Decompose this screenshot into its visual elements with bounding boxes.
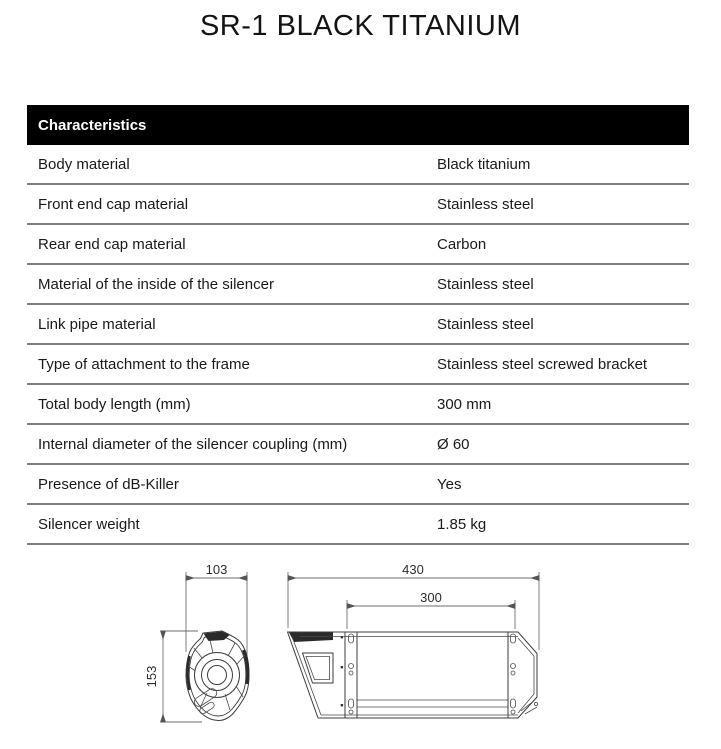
row-value: Carbon (437, 235, 487, 253)
front-view-spokes (188, 640, 245, 710)
table-row (27, 505, 689, 545)
technical-drawing (140, 552, 590, 749)
row-label: Link pipe material (38, 315, 156, 333)
table-row (27, 225, 689, 265)
row-value: 300 mm (437, 395, 492, 413)
bracket-window (303, 653, 334, 683)
row-label: Front end cap material (38, 195, 189, 213)
front-clamp-band (345, 632, 357, 718)
row-value: Stainless steel (437, 195, 534, 213)
side-front-band (289, 633, 333, 643)
row-value: Black titanium (437, 155, 531, 173)
table-row (27, 145, 689, 185)
row-label: Material of the inside of the silencer (38, 275, 274, 293)
row-value: 1.85 kg (437, 515, 487, 533)
table-row (27, 185, 689, 225)
table-row (27, 265, 689, 305)
row-label: Internal diameter of the silencer coupling (mm) (38, 435, 348, 453)
row-label: Rear end cap material (38, 235, 186, 253)
rear-clamp-band (508, 632, 516, 718)
row-label: Total body length (mm) (38, 395, 191, 413)
table-row (27, 425, 689, 465)
outlet-ring-inner (208, 666, 227, 685)
silencer-side-view (288, 632, 538, 718)
table-row (27, 465, 689, 505)
row-value: Yes (437, 475, 462, 493)
dim-label-width: 103 (205, 562, 228, 577)
silencer-front-view (186, 631, 249, 721)
row-value: Stainless steel screwed bracket (437, 355, 648, 373)
row-value: Stainless steel (437, 275, 534, 293)
row-label: Body material (38, 155, 130, 173)
row-label: Silencer weight (38, 515, 140, 533)
characteristics-table (27, 105, 689, 545)
row-value: Ø 60 (437, 435, 470, 453)
dim-label-total-length: 430 (402, 562, 424, 577)
dimension-lines (163, 572, 539, 722)
dim-label-body-length: 300 (420, 590, 442, 605)
table-row (27, 305, 689, 345)
table-header: Characteristics (27, 105, 689, 145)
row-label: Presence of dB-Killer (38, 475, 179, 493)
page-title: SR-1 BLACK TITANIUM (199, 10, 522, 42)
table-rows (27, 145, 689, 545)
dim-label-height: 153 (144, 665, 159, 688)
row-value: Stainless steel (437, 315, 534, 333)
table-row (27, 345, 689, 385)
row-label: Type of attachment to the frame (38, 355, 250, 373)
table-row (27, 385, 689, 425)
outlet-ring-mid (202, 660, 233, 691)
